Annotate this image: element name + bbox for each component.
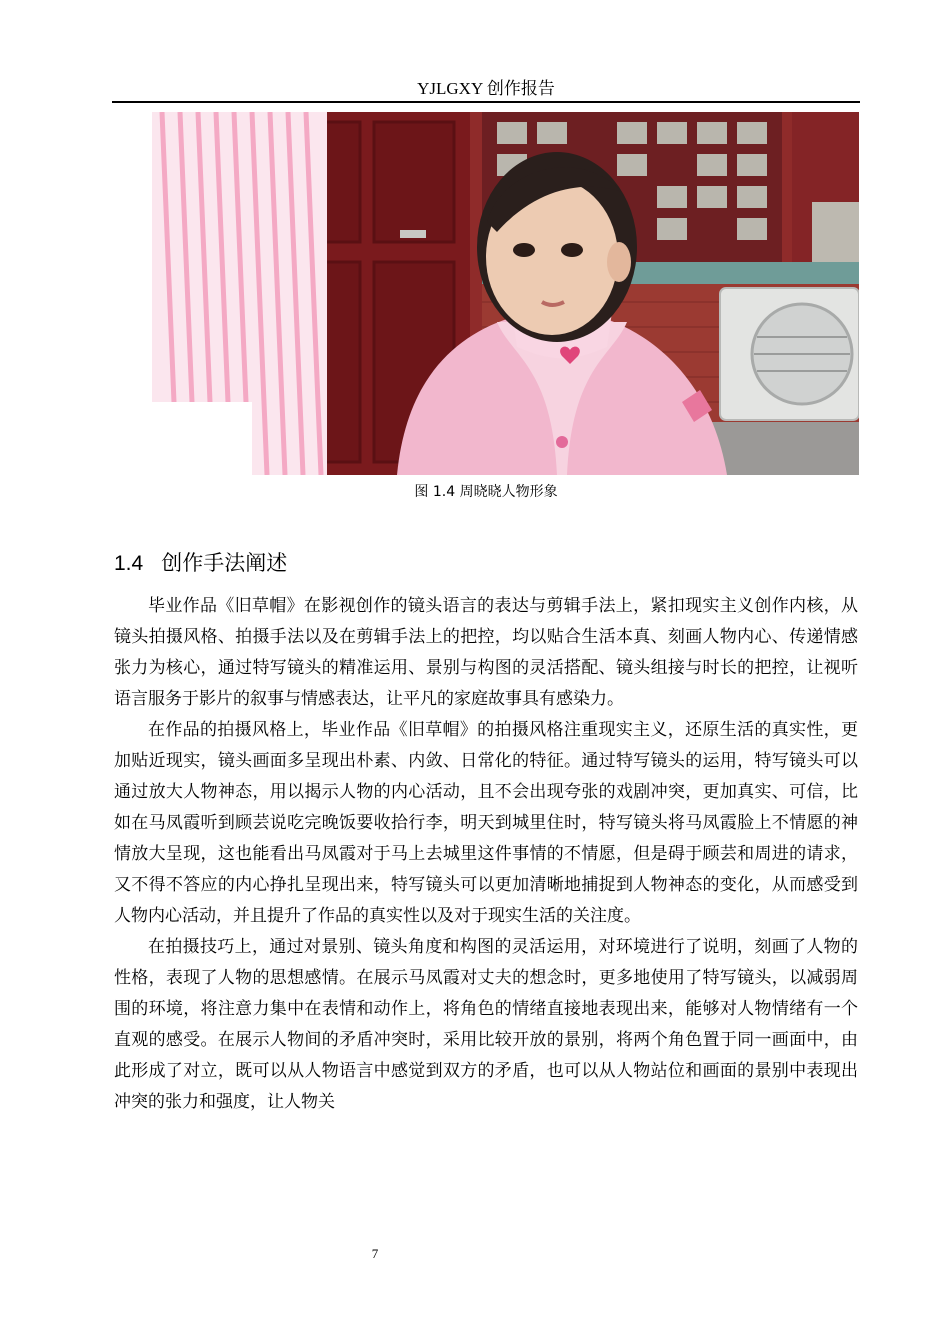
figure-caption: 图 1.4 周晓晓人物形象: [414, 484, 558, 500]
page-number: 7: [371, 1246, 379, 1261]
section-title: 创作手法阐述: [161, 551, 288, 575]
adult-white-skirt: [152, 402, 252, 475]
window-right: [812, 202, 859, 262]
page-header: YJLGXY 创作报告: [417, 79, 555, 98]
header-rule: [112, 101, 860, 103]
door-panel-right: [374, 122, 454, 242]
right-eye: [561, 243, 583, 257]
button-icon: [556, 436, 568, 448]
section-heading: [114, 548, 287, 579]
section-number: 1.4: [114, 552, 144, 575]
body-text: [114, 591, 858, 1118]
girl-portrait-illustration: [152, 112, 859, 475]
paragraph-3: 在拍摄技巧上，通过对景别、镜头角度和构图的灵活运用，对环境进行了说明，刻画了人物的性格，表现了人物的思想感情。在展示马凤霞对丈夫的想念时，更多地使用了特写镜头，以减弱周围的环境，将注意力集中在表情和动作上，将角色的情绪直接地表现出来，能够对人物情绪有一个直观的感受。在展示人物间的矛盾冲突时，采用比较开放的景别，将两个角色置于同一画面中，由此形成了对立，既可以从人物语言中感觉到双方的矛盾，也可以从人物站位和画面的景别中表现出冲突的张力和强度，让人物关: [114, 937, 858, 1112]
door-handle: [400, 230, 426, 238]
paragraph-2: 在作品的拍摄风格上，毕业作品《旧草帽》的拍摄风格注重现实主义，还原生活的真实性，更加贴近现实，镜头画面多呈现出朴素、内敛、日常化的特征。通过特写镜头的运用，特写镜头可以通过放大人物神态，用以揭示人物的内心活动，且不会出现夸张的戏剧冲突，更加真实、可信，比如在马凤霞听到顾芸说吃完晚饭要收拾行李，明天到城里住时，特写镜头将马凤霞脸上不情愿的神情放大呈现，这也能看出马凤霞对于马上去城里这件事情的不情愿，但是碍于顾芸和周进的请求，又不得不答应的内心挣扎呈现出来，特写镜头可以更加清晰地捕捉到人物神态的变化，从而感受到人物内心活动，并且提升了作品的真实性以及对于现实生活的关注度。: [114, 720, 858, 926]
left-eye: [513, 243, 535, 257]
figure-photo: [152, 112, 859, 475]
ear: [607, 242, 631, 282]
paragraph-1: 毕业作品《旧草帽》在影视创作的镜头语言的表达与剪辑手法上，紧扣现实主义创作内核，从镜头拍摄风格、拍摄手法以及在剪辑手法上的把控，均以贴合生活本真、刻画人物内心、传递情感张力为核心，通过特写镜头的精准运用、景别与构图的灵活搭配、镜头组接与时长的把控，让视听语言服务于影片的叙事与情感表达，让平凡的家庭故事具有感染力。: [114, 596, 858, 709]
